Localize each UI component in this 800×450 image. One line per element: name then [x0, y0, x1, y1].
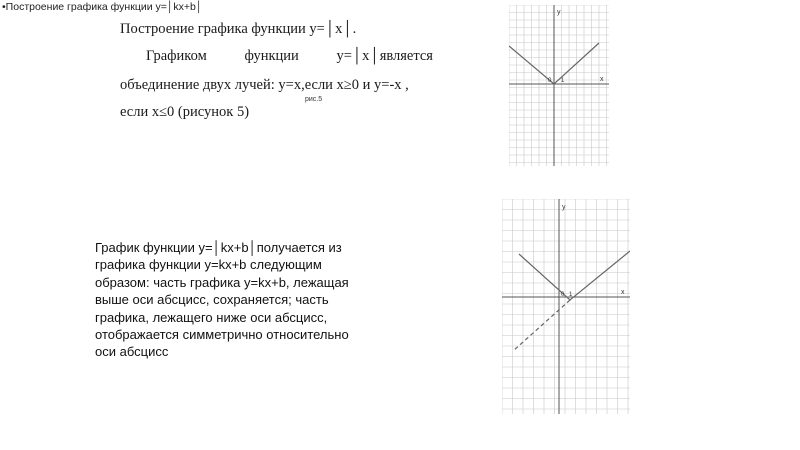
- origin-label: 0: [548, 78, 552, 84]
- paragraph-line: оси абсцисс: [95, 344, 169, 360]
- origin-label: 0: [561, 292, 565, 298]
- definition-word: функции: [244, 48, 299, 64]
- explanation-paragraph: [95, 239, 415, 361]
- graph-abs-x: [509, 5, 609, 166]
- paragraph-line: График функции у=│kx+b│получается из: [95, 240, 342, 255]
- grid: [502, 199, 630, 414]
- title-line: Построение графика функции у=│х│.: [120, 21, 357, 37]
- definition-word: у=│х│является: [336, 48, 433, 64]
- paragraph-line: графика функции у=kx+b следующим: [95, 257, 322, 273]
- rays-line: объединение двух лучей: у=х,если х≥0 и у=-х ,: [120, 77, 409, 93]
- paragraph-line: отображается симметрично относительно: [95, 327, 349, 343]
- graph-abs-kx-b: [502, 199, 630, 414]
- paragraph-line: образом: часть графика у=kx+b, лежащая: [95, 274, 349, 290]
- figure-label: рис.5: [305, 96, 323, 103]
- x-axis-label: х: [621, 289, 625, 296]
- definition-word: Графиком: [146, 48, 207, 64]
- x-axis-label: х: [600, 76, 604, 83]
- y-axis-label: у: [562, 204, 566, 211]
- definition-line: [120, 48, 433, 65]
- condition-line: если х≤0 (рисунок 5): [120, 104, 250, 120]
- reflected-part-dashed: [513, 300, 570, 351]
- paragraph-line: выше оси абсцисс, сохраняется; часть: [95, 292, 329, 308]
- y-axis-label: у: [557, 9, 561, 16]
- unit-label: 1: [561, 78, 565, 84]
- unit-label: 1: [569, 292, 573, 298]
- slide-header: •Построение графика функции у=│kx+b│: [2, 1, 203, 13]
- grid: [509, 5, 609, 166]
- graph-line-abs-kx-b: [519, 251, 630, 300]
- paragraph-line: графика, лежащего ниже оси абсцисс,: [95, 309, 328, 325]
